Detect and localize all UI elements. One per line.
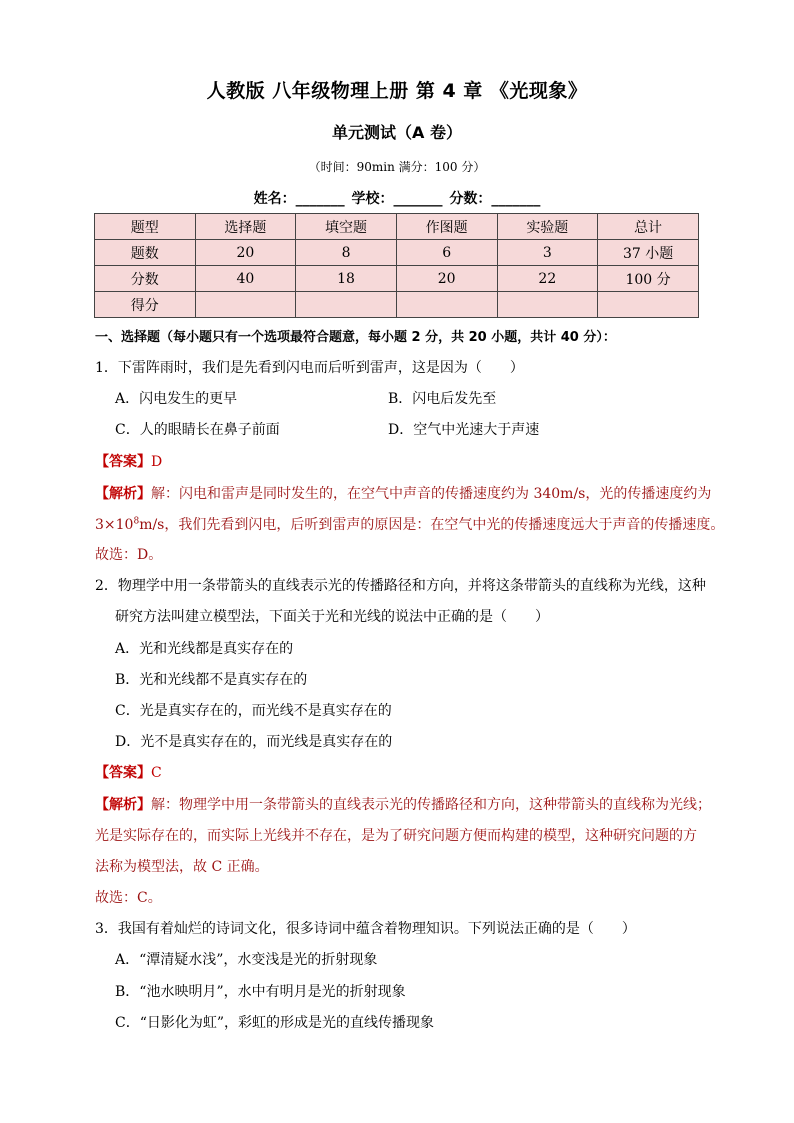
- q1-option-b: B．闪电后发先至: [388, 391, 497, 407]
- q1-choice: 故选：D。: [95, 547, 163, 563]
- table-cell: 37 小题: [598, 240, 699, 266]
- answer-label: 【答案】: [95, 765, 151, 781]
- table-row: [95, 266, 699, 292]
- q2-analysis-line-1: [95, 795, 711, 815]
- table-cell: 选择题: [195, 214, 296, 240]
- q1-option-d: D．空气中光速大于声速: [388, 422, 540, 438]
- table-cell: 18: [296, 266, 397, 292]
- analysis-text: 3×10: [95, 517, 134, 533]
- table-cell: 分数: [95, 266, 196, 292]
- q2-analysis-line-3: 法称为模型法，故 C 正确。: [95, 859, 269, 875]
- table-cell: 20: [195, 240, 296, 266]
- answer-label: 【答案】: [95, 454, 151, 470]
- analysis-text: 解：闪电和雷声是同时发生的，在空气中声音的传播速度约为 340m/s，光的传播速度约为: [151, 486, 712, 502]
- answer-value: D: [151, 454, 163, 470]
- analysis-text: 解：物理学中用一条带箭头的直线表示光的传播路径和方向，这种带箭头的直线称为光线；: [151, 797, 711, 813]
- q3-option-b: B．“池水映明月”，水中有明月是光的折射现象: [115, 984, 406, 1000]
- q2-option-c: C．光是真实存在的，而光线不是真实存在的: [115, 703, 392, 719]
- score-input-cell: [296, 292, 397, 318]
- table-cell: 20: [396, 266, 497, 292]
- score-input-cell: [598, 292, 699, 318]
- table-cell: 22: [497, 266, 598, 292]
- question-2-stem-line-1: 2．物理学中用一条带箭头的直线表示光的传播路径和方向，并将这条带箭头的直线称为光线，这种: [95, 578, 706, 594]
- document-title: 人教版 八年级物理上册 第 4 章 《光现象》: [206, 80, 588, 102]
- student-info-line: 姓名：_______ 学校：_______ 分数：_______: [253, 191, 541, 207]
- q2-option-b: B．光和光线都不是真实存在的: [115, 672, 308, 688]
- score-input-cell: [396, 292, 497, 318]
- q1-option-c: C．人的眼睛长在鼻子前面: [115, 422, 280, 438]
- analysis-label: 【解析】: [95, 486, 151, 502]
- q1-option-a: A．闪电发生的更早: [115, 391, 238, 407]
- table-cell: 40: [195, 266, 296, 292]
- q3-option-c: C．“日影化为虹”，彩虹的形成是光的直线传播现象: [115, 1015, 435, 1031]
- table-cell: 实验题: [497, 214, 598, 240]
- table-row: [95, 292, 699, 318]
- table-cell: 题型: [95, 214, 196, 240]
- question-2-stem-line-2: 研究方法叫建立模型法，下面关于光和光线的说法中正确的是（ ）: [115, 609, 549, 625]
- section-heading: 一、选择题（每小题只有一个选项最符合题意，每小题 2 分，共 20 小题，共计 40 分）：: [95, 330, 616, 345]
- q3-option-a: A．“潭清疑水浅”，水变浅是光的折射现象: [115, 952, 378, 968]
- exponent: 8: [133, 516, 140, 527]
- table-cell: 8: [296, 240, 397, 266]
- analysis-text: m/s，我们先看到闪电，后听到雷声的原因是：在空气中光的传播速度远大于声音的传播速度。: [139, 517, 725, 533]
- table-cell: 填空题: [296, 214, 397, 240]
- table-cell: 得分: [95, 292, 196, 318]
- q2-analysis-line-2: 光是实际存在的，而实际上光线并不存在，是为了研究问题方便而构建的模型，这种研究问题的方: [95, 828, 697, 844]
- exam-meta: （时间：90min 满分：100 分）: [308, 160, 486, 174]
- question-1-stem: 1．下雷阵雨时，我们是先看到闪电而后听到雷声，这是因为（ ）: [95, 360, 524, 376]
- analysis-label: 【解析】: [95, 797, 151, 813]
- table-cell: 100 分: [598, 266, 699, 292]
- score-input-cell: [195, 292, 296, 318]
- q2-option-a: A．光和光线都是真实存在的: [115, 641, 294, 657]
- score-table: [94, 213, 699, 318]
- table-cell: 题数: [95, 240, 196, 266]
- table-cell: 作图题: [396, 214, 497, 240]
- table-cell: 3: [497, 240, 598, 266]
- q2-option-d: D．光不是真实存在的，而光线是真实存在的: [115, 734, 393, 750]
- table-row: [95, 214, 699, 240]
- q1-analysis-line-2: [95, 515, 724, 535]
- q2-choice: 故选：C。: [95, 890, 162, 906]
- table-cell: 6: [396, 240, 497, 266]
- q1-answer: [95, 452, 162, 472]
- question-3-stem: 3．我国有着灿烂的诗词文化，很多诗词中蕴含着物理知识。下列说法正确的是（ ）: [95, 921, 636, 937]
- document-subtitle: 单元测试（A 卷）: [332, 123, 462, 142]
- score-input-cell: [497, 292, 598, 318]
- table-cell: 总计: [598, 214, 699, 240]
- q2-answer: [95, 763, 162, 783]
- table-row: [95, 240, 699, 266]
- answer-value: C: [151, 765, 162, 781]
- q1-analysis-line-1: [95, 484, 711, 504]
